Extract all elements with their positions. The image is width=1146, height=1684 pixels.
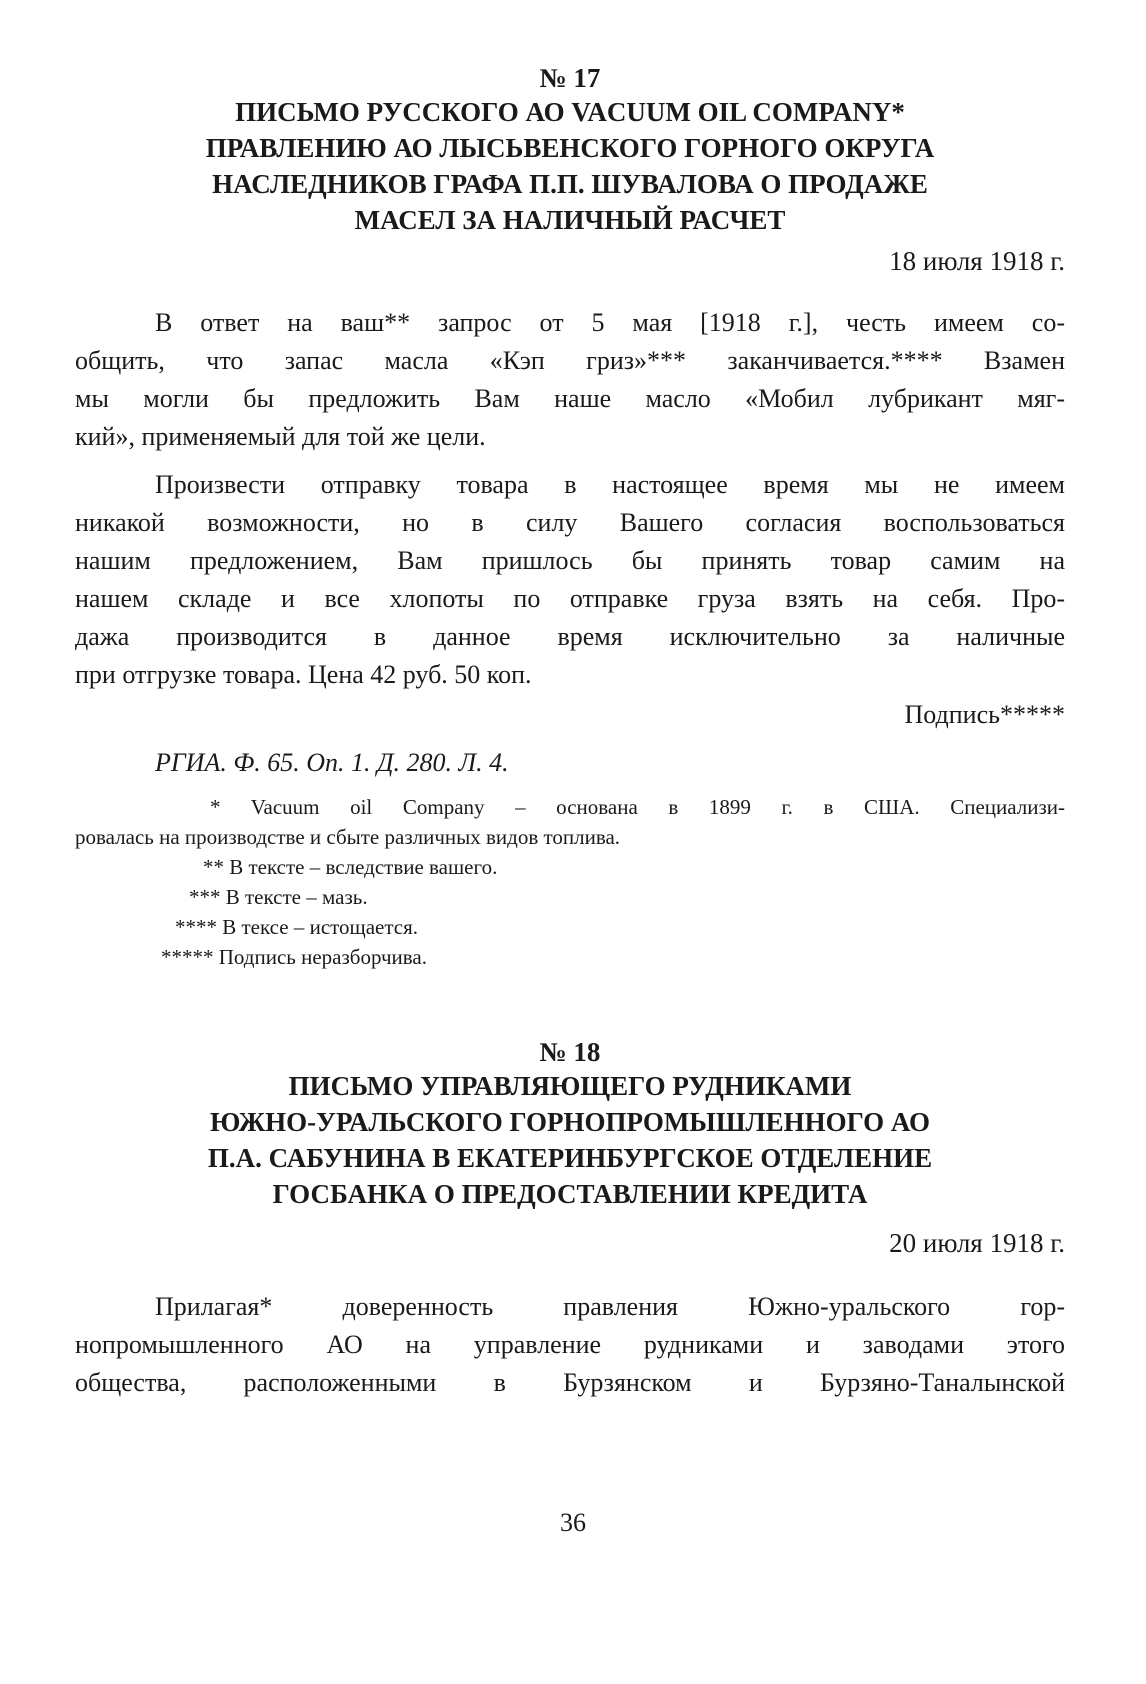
text-line: кий», применяемый для той же цели. — [75, 422, 486, 451]
text-line: нашем складе и все хлопоты по отправке груза взять на себя. Про- — [75, 584, 1065, 613]
footnote: *** В тексте – мазь. — [189, 885, 368, 909]
doc17-signature: Подпись***** — [904, 700, 1065, 729]
doc18-title-line: ГОСБАНКА О ПРЕДОСТАВЛЕНИИ КРЕДИТА — [272, 1179, 868, 1209]
footnote-line: ровалась на производстве и сбыте различных видов топлива. — [75, 825, 621, 849]
doc18-title — [75, 1068, 1065, 1212]
page-number: 36 — [560, 1508, 586, 1537]
doc17-paragraph-1 — [75, 304, 1065, 456]
page — [75, 62, 1065, 1662]
text-line: мы могли бы предложить Вам наше масло «Мобил лубрикант мяг- — [75, 384, 1065, 413]
doc17-footnotes — [75, 792, 1065, 972]
doc17-title-line: ПИСЬМО РУССКОГО АО VACUUM OIL COMPANY* — [235, 97, 905, 127]
doc18-paragraph-1 — [75, 1288, 1065, 1402]
text-line: нашим предложением, Вам пришлось бы принять товар самим на — [75, 546, 1065, 575]
doc17-title-line: НАСЛЕДНИКОВ ГРАФА П.П. ШУВАЛОВА О ПРОДАЖЕ — [212, 169, 928, 199]
doc17-archive-source: РГИА. Ф. 65. Оп. 1. Д. 280. Л. 4. — [155, 748, 509, 777]
text-line: дажа производится в данное время исключительно за наличные — [75, 622, 1065, 651]
footnote: ** В тексте – вследствие вашего. — [203, 855, 498, 879]
doc17-date: 18 июля 1918 г. — [889, 246, 1065, 276]
doc17-paragraph-2 — [75, 466, 1065, 694]
doc17-title — [75, 94, 1065, 238]
footnote: **** В тексе – истощается. — [175, 915, 419, 939]
doc18-title-line: ЮЖНО-УРАЛЬСКОГО ГОРНОПРОМЫШЛЕННОГО АО — [209, 1107, 931, 1137]
text-line: Произвести отправку товара в настоящее время мы не имеем — [155, 470, 1065, 499]
text-line: нопромышленного АО на управление рудниками и заводами этого — [75, 1330, 1065, 1359]
text-line: В ответ на ваш** запрос от 5 мая [1918 г.], честь имеем со- — [155, 308, 1065, 337]
doc18-title-line: ПИСЬМО УПРАВЛЯЮЩЕГО РУДНИКАМИ — [288, 1071, 852, 1101]
footnote: ***** Подпись неразборчива. — [161, 945, 427, 969]
doc17-title-line: МАСЕЛ ЗА НАЛИЧНЫЙ РАСЧЕТ — [354, 205, 786, 235]
doc18-number: № 18 — [539, 1037, 601, 1067]
doc17-number: № 17 — [539, 63, 601, 93]
text-line: при отгрузке товара. Цена 42 руб. 50 коп. — [75, 660, 532, 689]
footnote-line: * Vacuum oil Company – основана в 1899 г. в США. Специализи- — [210, 795, 1065, 819]
doc17-title-line: ПРАВЛЕНИЮ АО ЛЫСЬВЕНСКОГО ГОРНОГО ОКРУГА — [205, 133, 935, 163]
text-line: общить, что запас масла «Кэп гриз»*** заканчивается.**** Взамен — [75, 346, 1065, 375]
text-line: никакой возможности, но в силу Вашего согласия воспользоваться — [75, 508, 1065, 537]
doc18-date: 20 июля 1918 г. — [889, 1228, 1065, 1258]
doc18-title-line: П.А. САБУНИНА В ЕКАТЕРИНБУРГСКОЕ ОТДЕЛЕНИЕ — [207, 1143, 933, 1173]
text-line: общества, расположенными в Бурзянском и Бурзяно-Таналынской — [75, 1368, 1065, 1397]
text-line: Прилагая* доверенность правления Южно-уральского гор- — [155, 1292, 1065, 1321]
